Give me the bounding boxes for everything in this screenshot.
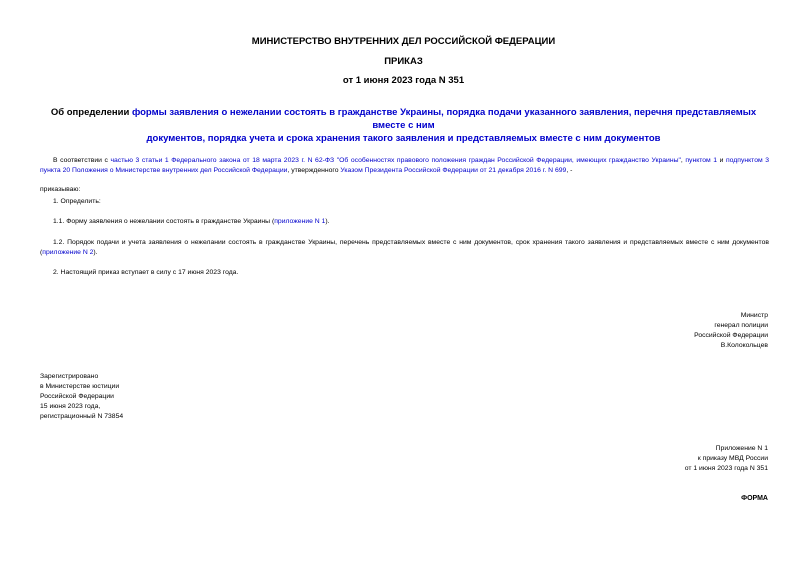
law-link[interactable]: частью 3 статьи 1 Федерального закона от 18 марта 2023 г. N 62-ФЗ "Об особенностях правового положения граждан Российской Федерации, имеющих гражданство Украины" <box>110 157 681 164</box>
preamble-paragraph <box>40 156 769 176</box>
preamble-text: , утвержденного <box>287 167 341 174</box>
appendix-header <box>685 444 768 474</box>
signature-rank: генерал полиции <box>714 322 768 329</box>
title-link[interactable]: формы заявления о нежелании состоять в гражданстве Украины, порядка подачи указанного заявления, перечня представляемых вместе с ним <box>131 107 757 131</box>
signature-position: Министр <box>740 312 768 319</box>
appendix-order-ref: к приказу МВД России <box>697 455 768 462</box>
regulation-link[interactable]: подпунктом 3 пункта 20 Положения о Министерстве внутренних дел Российской Федерации <box>40 157 769 174</box>
registration-line: Зарегистрировано <box>40 373 99 380</box>
appendix-1-link[interactable]: приложение N 1 <box>274 218 326 225</box>
preamble-text: и <box>717 157 726 164</box>
preamble-text: , <box>680 157 686 164</box>
registration-line: Российской Федерации <box>40 393 114 400</box>
doc-date-number: от 1 июня 2023 года N 351 <box>342 75 465 86</box>
item-1-1 <box>53 217 330 227</box>
registration-block <box>40 372 123 422</box>
item-text: ). <box>93 249 98 256</box>
item-text: 1.1. Форму заявления о нежелании состоять в гражданстве Украины ( <box>53 218 275 225</box>
signature-country: Российской Федерации <box>694 332 768 339</box>
preamble-text: В соответствии с <box>53 157 111 164</box>
decree-link[interactable]: Указом Президента Российской Федерации от 21 декабря 2016 г. N 699 <box>340 167 567 174</box>
document-title <box>40 106 767 145</box>
appendix-2-link[interactable]: приложение N 2 <box>42 249 94 256</box>
item-2: 2. Настоящий приказ вступает в силу с 17 июня 2023 года. <box>53 269 239 276</box>
item-text: 1.2. Порядок подачи и учета заявления о нежелании состоять в гражданстве Украины, перечень представляемых вместе с ним документов, срок хранения такого заявления и представляемых вместе с ним документов ( <box>40 239 769 256</box>
order-word: приказываю: <box>40 186 81 193</box>
forma-heading: ФОРМА <box>741 495 768 502</box>
item-1-2 <box>40 238 769 258</box>
title-link-continued[interactable]: документов, порядка учета и срока хранения такого заявления и представляемых вместе с ним документов <box>146 133 661 144</box>
preamble-text: , - <box>566 167 573 174</box>
registration-number: регистрационный N 73854 <box>40 413 124 420</box>
registration-date: 15 июня 2023 года, <box>40 403 101 410</box>
signature-block <box>694 311 768 351</box>
title-prefix: Об определении <box>50 107 132 118</box>
signature-name: В.Колокольцев <box>720 342 768 349</box>
ministry-heading: МИНИСТЕРСТВО ВНУТРЕННИХ ДЕЛ РОССИЙСКОЙ ФЕДЕРАЦИИ <box>251 36 556 47</box>
point-link[interactable]: пунктом 1 <box>685 157 718 164</box>
appendix-order-date: от 1 июня 2023 года N 351 <box>684 465 768 472</box>
doc-type-heading: ПРИКАЗ <box>384 56 423 67</box>
item-text: ). <box>325 218 330 225</box>
registration-line: в Министерстве юстиции <box>40 383 120 390</box>
appendix-number: Приложение N 1 <box>715 445 768 452</box>
item-1: 1. Определить: <box>53 198 101 205</box>
